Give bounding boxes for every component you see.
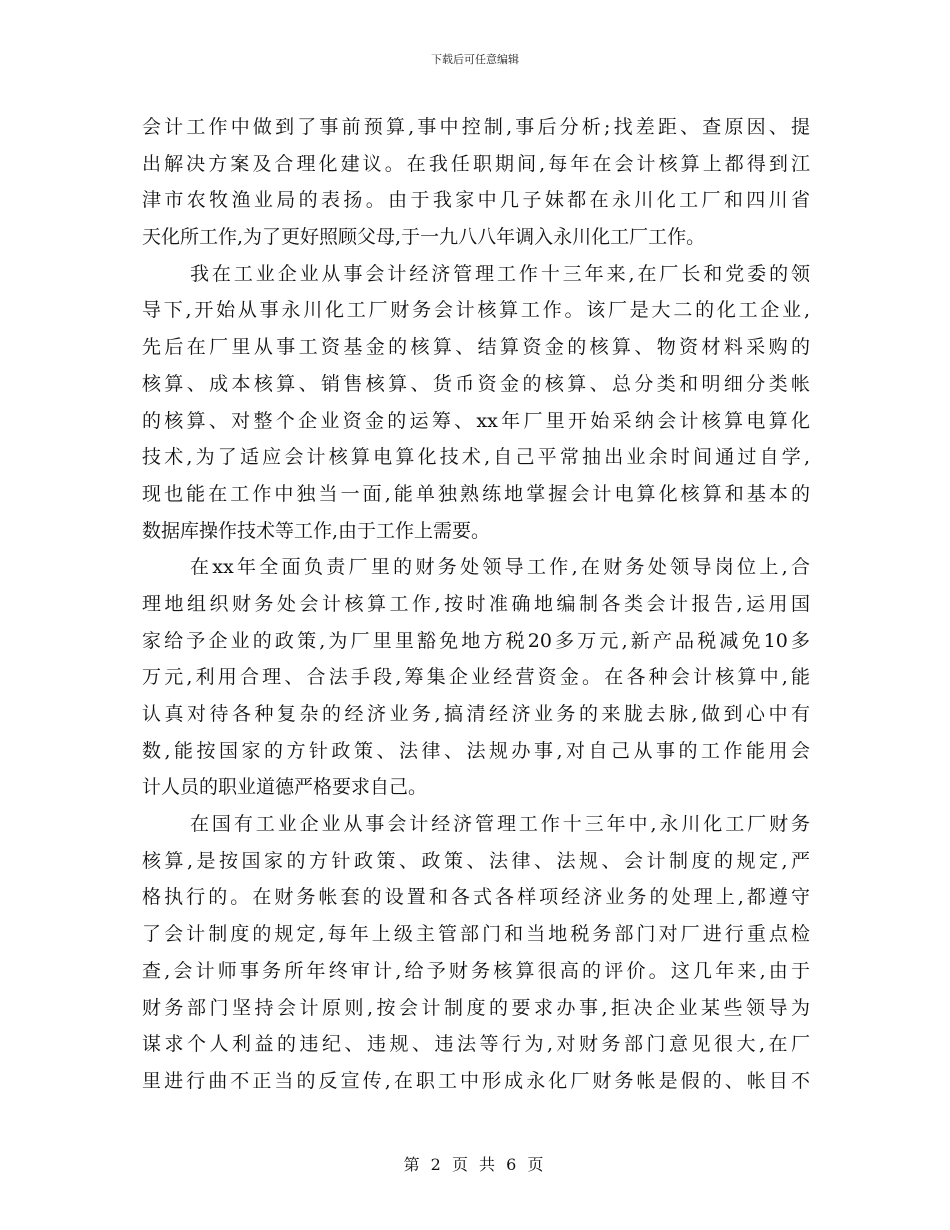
body-line: 技术,为了适应会计核算电算化技术,自己平常抽出业余时间通过自学, [142,446,810,469]
body-line: 理地组织财务处会计核算工作,按时准确地编制各类会计报告,运用国 [142,592,810,615]
body-line: 家给予企业的政策,为厂里里豁免地方税20多万元,新产品税减免10多 [142,629,810,652]
body-line: 谋求个人利益的违纪、违规、违法等行为,对财务部门意见很大,在厂 [142,1033,810,1056]
body-line: 万元,利用合理、合法手段,筹集企业经营资金。在各种会计核算中,能 [142,666,810,689]
body-line: 查,会计师事务所年终审计,给予财务核算很高的评价。这几年来,由于 [142,959,810,982]
document-body [142,109,810,1100]
body-line: 导下,开始从事永川化工厂财务会计核算工作。该厂是大二的化工企业, [142,299,810,322]
body-line: 天化所工作,为了更好照顾父母,于一九八八年调入永川化工厂工作。 [142,226,706,249]
body-line: 的核算、对整个企业资金的运筹、xx年厂里开始采纳会计核算电算化 [142,409,810,432]
body-line: 里进行曲不正当的反宣传,在职工中形成永化厂财务帐是假的、帐目不 [142,1069,810,1092]
paragraph-first-line: 在xx年全面负责厂里的财务处领导工作,在财务处领导岗位上,合 [190,556,810,579]
body-line: 核算、成本核算、销售核算、货币资金的核算、总分类和明细分类帐 [142,372,810,395]
page-header: 下载后可任意编辑 [431,53,519,66]
body-line: 会计工作中做到了事前预算,事中控制,事后分析;找差距、查原因、提 [142,116,810,138]
body-line: 先后在厂里从事工资基金的核算、结算资金的核算、物资材料采购的 [142,336,810,359]
body-line: 出解决方案及合理化建议。在我任职期间,每年在会计核算上都得到江 [142,152,810,175]
body-line: 计人员的职业道德严格要求自己。 [142,776,428,799]
body-line: 数据库操作技术等工作,由于工作上需要。 [142,519,491,542]
body-line: 财务部门坚持会计原则,按会计制度的要求办事,拒决企业某些领导为 [142,996,810,1019]
body-line: 现也能在工作中独当一面,能单独熟练地掌握会计电算化核算和基本的 [142,482,810,505]
paragraph-first-line: 我在工业企业从事会计经济管理工作十三年来,在厂长和党委的领 [190,262,810,285]
body-line: 认真对待各种复杂的经济业务,搞清经济业务的来胧去脉,做到心中有 [142,703,810,725]
paragraph-first-line: 在国有工业企业从事会计经济管理工作十三年中,永川化工厂财务 [190,813,810,836]
body-line: 格执行的。在财务帐套的设置和各式各样项经济业务的处理上,都遵守 [142,886,810,909]
page-number-footer: 第 2 页 共 6 页 [403,1155,547,1174]
body-line: 了会计制度的规定,每年上级主管部门和当地税务部门对厂进行重点检 [142,923,810,946]
body-line: 核算,是按国家的方针政策、政策、法律、法规、会计制度的规定,严 [142,849,810,872]
body-line: 津市农牧渔业局的表扬。由于我家中几子妹都在永川化工厂和四川省 [142,189,810,212]
body-line: 数,能按国家的方针政策、法律、法规办事,对自己从事的工作能用会 [142,739,810,762]
